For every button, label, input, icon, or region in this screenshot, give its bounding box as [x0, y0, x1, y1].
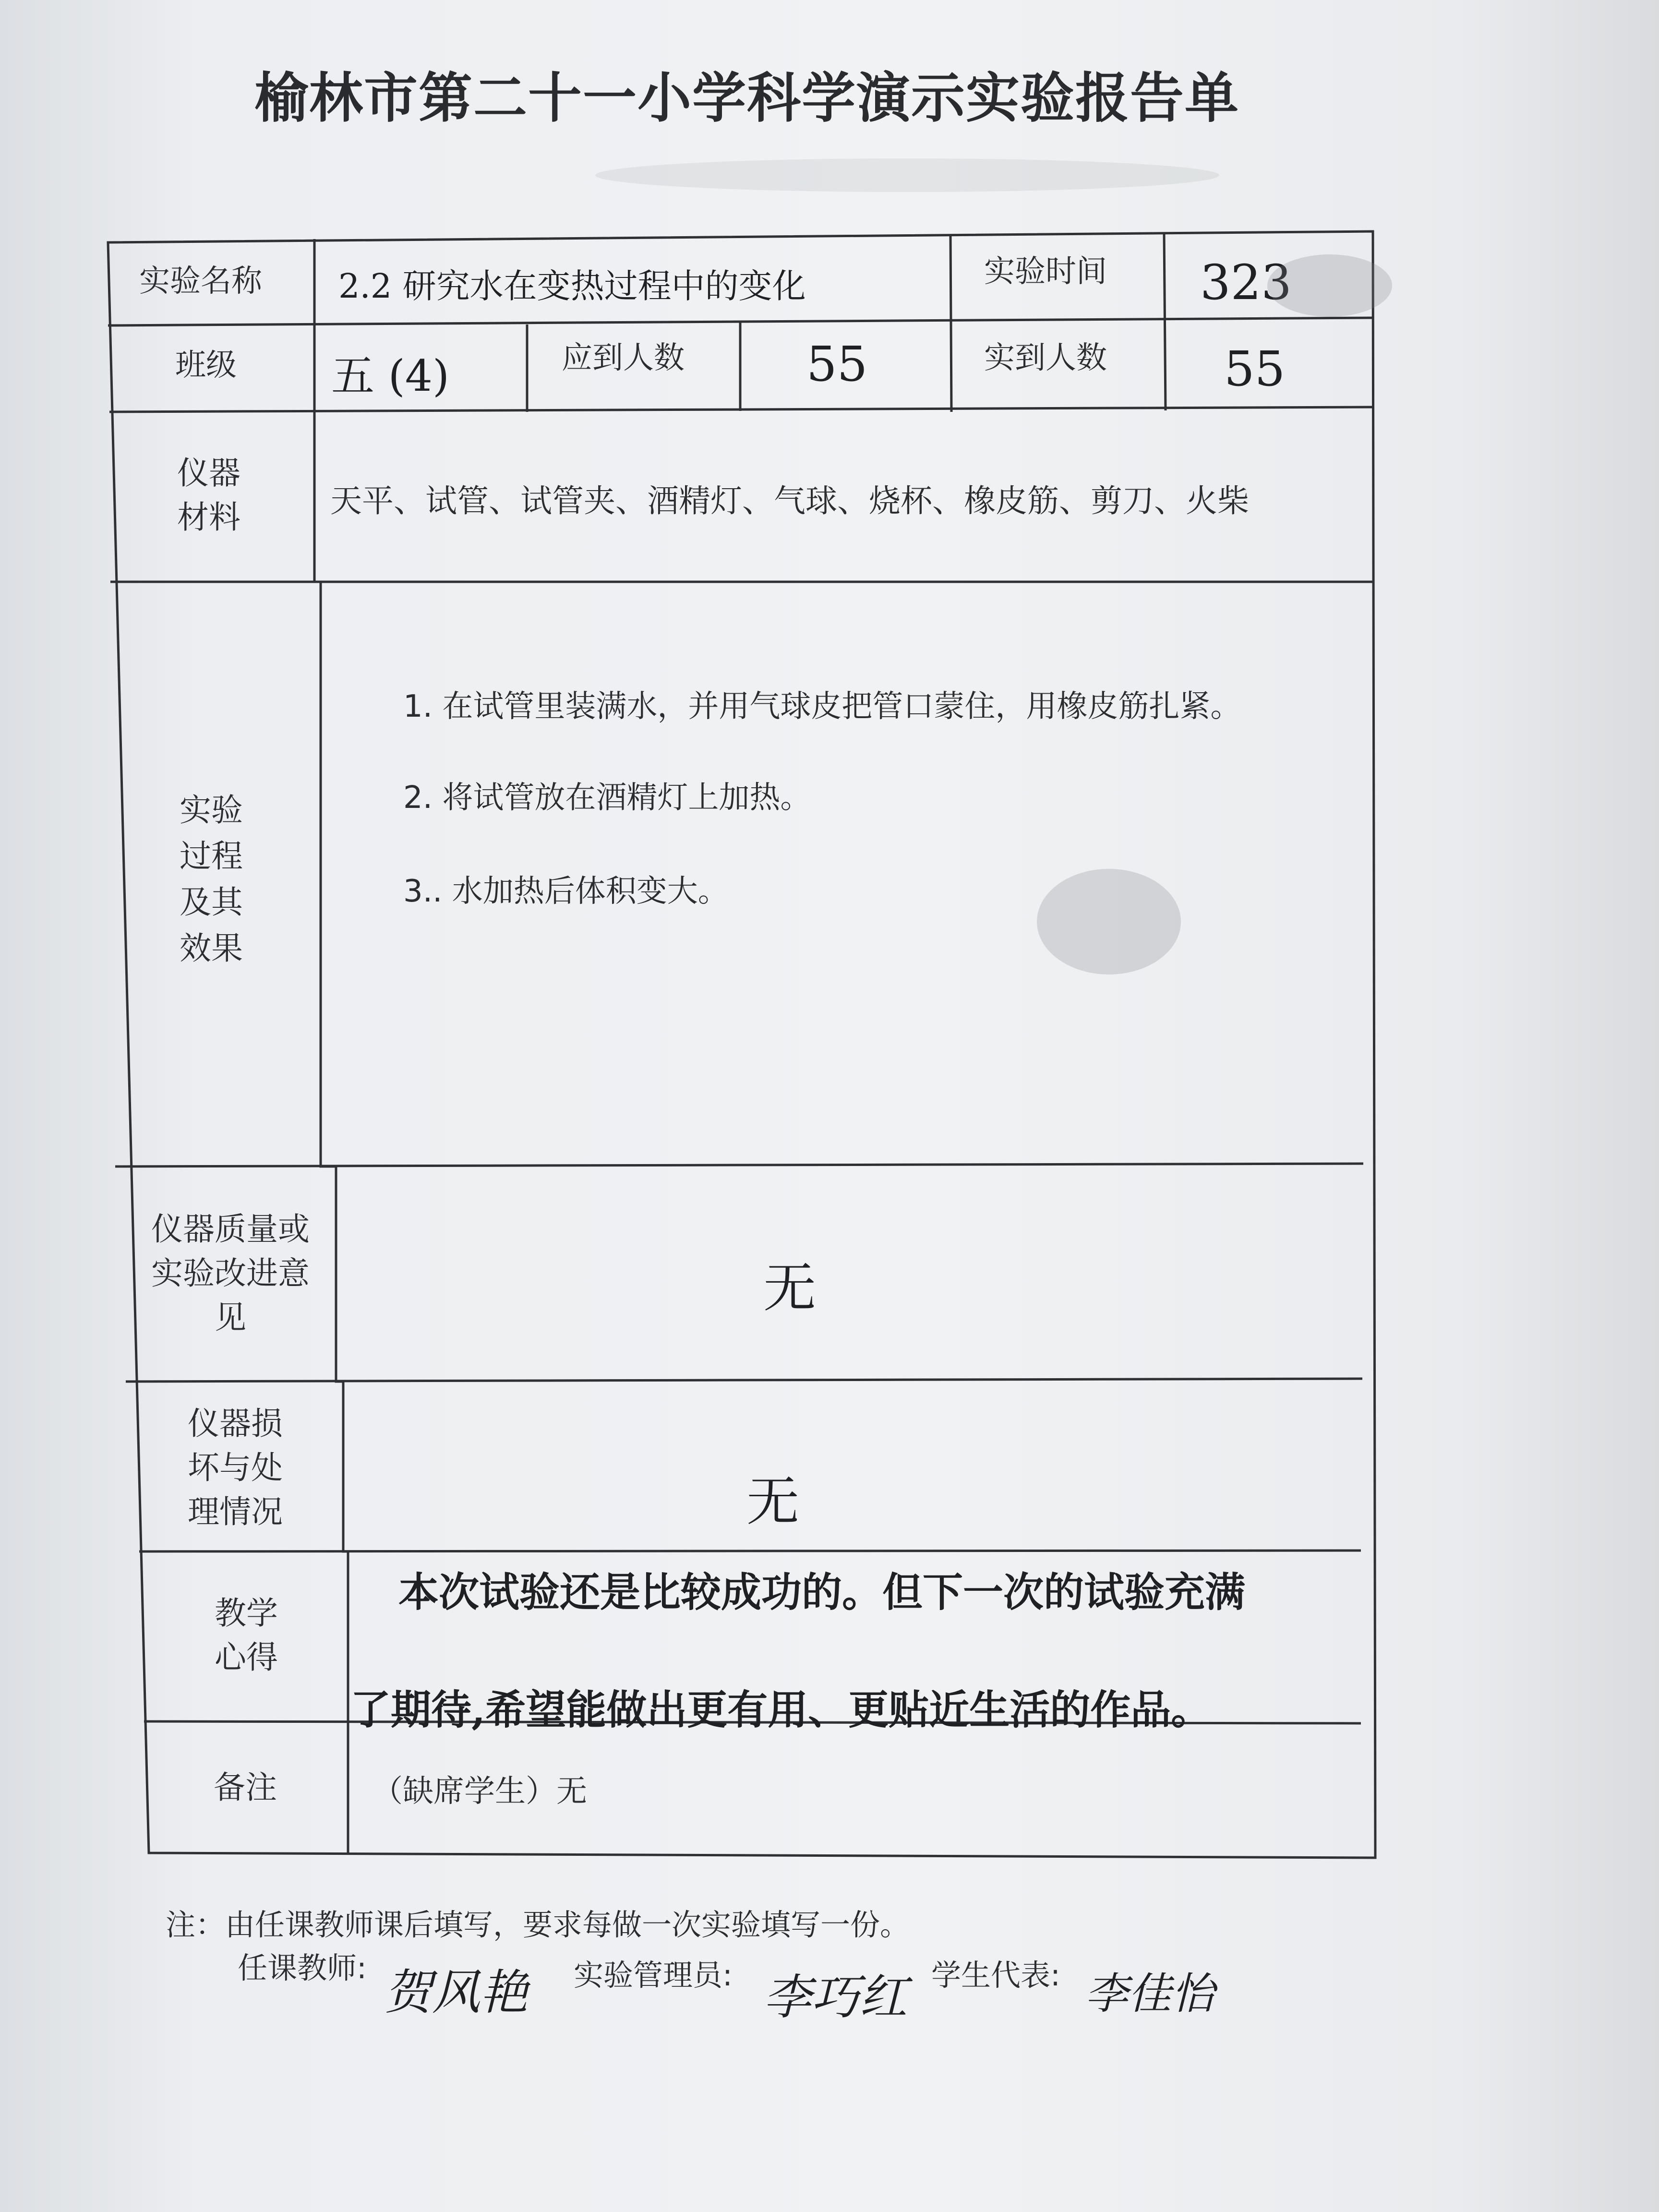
teaching-line-1: 本次试验还是比较成功的。但下一次的试验充满 [398, 1568, 1246, 1616]
teacher-signature: 贺风艳 [384, 1964, 528, 2020]
teacher-label: 任课教师: [238, 1950, 367, 1985]
toner-smudge [595, 158, 1219, 192]
process-label: 实验过程及其效果 [180, 792, 243, 967]
remarks-value: （缺席学生）无 [372, 1774, 587, 1809]
teaching-label: 教学心得 [215, 1595, 278, 1676]
equipment-label: 仪器材料 [177, 455, 240, 536]
student-label: 学生代表: [931, 1958, 1060, 1993]
damage-label: 仪器损坏与处理情况 [188, 1405, 283, 1530]
toner-smudge [1267, 254, 1392, 317]
process-step-3: 3.. 水加热后体积变大。 [403, 874, 729, 909]
report-title: 榆林市第二十一小学科学演示实验报告单 [254, 67, 1239, 130]
quality-label: 仪器质量或实验改进意见 [151, 1211, 310, 1336]
admin-label: 实验管理员: [574, 1958, 733, 1993]
admin-signature: 李巧红 [763, 1969, 907, 2025]
experiment-time-value: 323 [1200, 254, 1292, 311]
expected-count-value: 55 [806, 336, 868, 392]
student-signature: 李佳怡 [1085, 1969, 1214, 2019]
expected-count-label: 应到人数 [562, 340, 685, 376]
experiment-time-label: 实验时间 [984, 254, 1107, 289]
remarks-label: 备注 [214, 1769, 277, 1806]
toner-smudge [1037, 869, 1181, 974]
quality-value: 无 [763, 1257, 816, 1319]
teaching-line-2: 了期待,希望能做出更有用、更贴近生活的作品。 [350, 1686, 1212, 1733]
damage-value: 无 [746, 1471, 799, 1532]
class-label: 班级 [175, 348, 237, 383]
actual-count-label: 实到人数 [984, 340, 1107, 376]
class-value: 五 (4) [331, 351, 450, 401]
experiment-name-value: 2.2 研究水在变热过程中的变化 [338, 266, 806, 306]
footer-note: 注：由任课教师课后填写，要求每做一次实验填写一份。 [166, 1907, 910, 1942]
process-step-2: 2. 将试管放在酒精灯上加热。 [403, 780, 811, 816]
equipment-value: 天平、试管、试管夹、酒精灯、气球、烧杯、橡皮筋、剪刀、火柴 [330, 482, 1249, 519]
process-step-1: 1. 在试管里装满水，并用气球皮把管口蒙住，用橡皮筋扎紧。 [403, 689, 1241, 724]
experiment-name-label: 实验名称 [139, 264, 262, 299]
actual-count-value: 55 [1224, 341, 1286, 397]
